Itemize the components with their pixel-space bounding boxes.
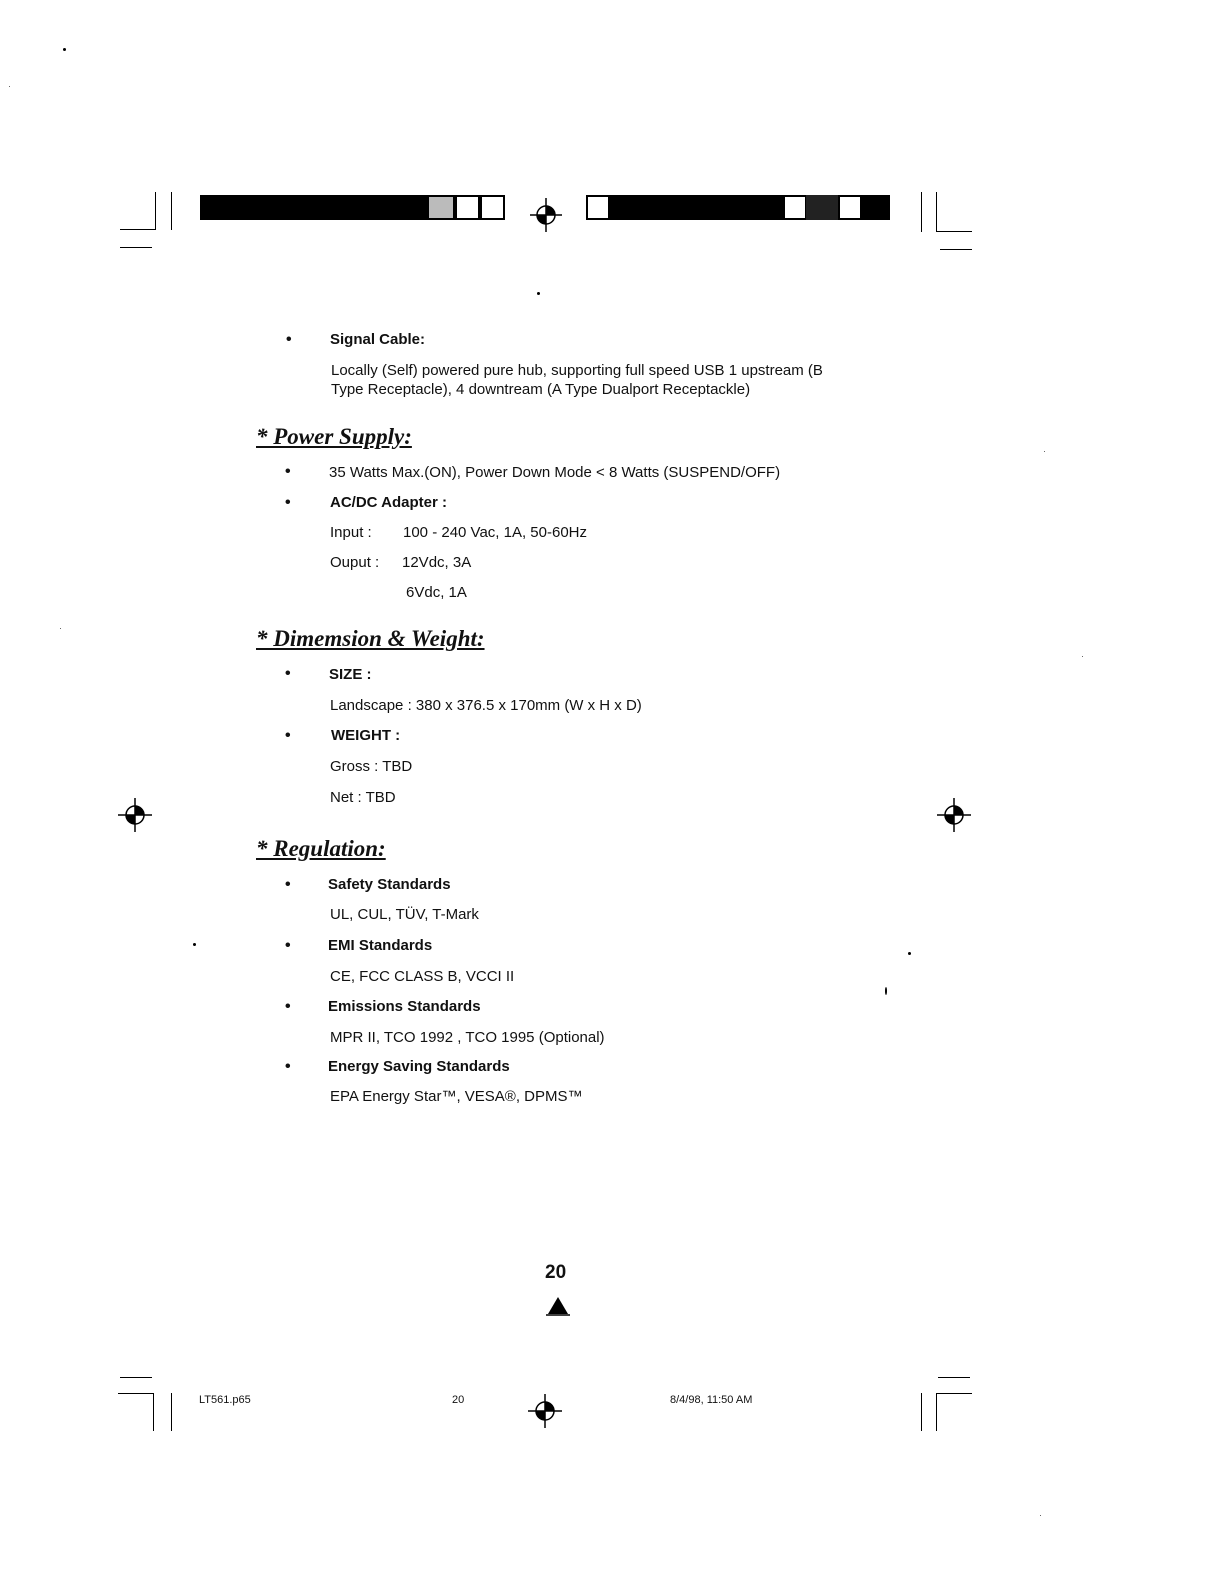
bullet: • — [285, 494, 291, 511]
output-value-6v: 6Vdc, 1A — [406, 584, 467, 601]
input-value: 100 - 240 Vac, 1A, 50-60Hz — [403, 524, 587, 541]
size-label: SIZE : — [329, 666, 372, 683]
energy-saving-standards-value: EPA Energy Star™, VESA®, DPMS™ — [330, 1088, 583, 1105]
bullet: • — [285, 463, 291, 480]
registration-mark-icon — [118, 798, 152, 832]
registration-mark-icon — [528, 1394, 562, 1428]
input-label: Input : — [330, 524, 372, 541]
page-number: 20 — [545, 1262, 567, 1283]
size-value: Landscape : 380 x 376.5 x 170mm (W x H x D) — [330, 697, 642, 714]
footer-filename: LT561.p65 — [199, 1394, 251, 1406]
triangle-up-icon — [546, 1296, 570, 1316]
footer-page: 20 — [452, 1394, 465, 1406]
signal-cable-desc-line2: Type Receptacle), 4 downtream (A Type Dualport Receptackle) — [331, 381, 751, 398]
bullet: • — [286, 331, 292, 348]
output-value-12v: 12Vdc, 3A — [402, 554, 472, 571]
bullet: • — [285, 937, 291, 954]
footer-datetime: 8/4/98, 11:50 AM — [670, 1394, 753, 1406]
signal-cable-label: Signal Cable: — [330, 331, 426, 348]
weight-label: WEIGHT : — [331, 727, 401, 744]
power-consumption-text: 35 Watts Max.(ON), Power Down Mode < 8 Watts (SUSPEND/OFF) — [329, 464, 781, 481]
adapter-label: AC/DC Adapter : — [330, 494, 447, 511]
registration-mark-icon — [530, 198, 562, 232]
net-weight: Net : TBD — [330, 789, 396, 806]
gross-weight: Gross : TBD — [330, 758, 413, 775]
emissions-standards-label: Emissions Standards — [328, 998, 481, 1015]
registration-mark-icon — [937, 798, 971, 832]
emi-standards-value: CE, FCC CLASS B, VCCI II — [330, 968, 515, 985]
emi-standards-label: EMI Standards — [328, 937, 433, 954]
safety-standards-value: UL, CUL, TÜV, T-Mark — [330, 906, 479, 923]
safety-standards-label: Safety Standards — [328, 876, 451, 893]
output-label: Ouput : — [330, 554, 380, 571]
bullet: • — [285, 1058, 291, 1075]
bullet: • — [285, 665, 291, 682]
signal-cable-desc-line1: Locally (Self) powered pure hub, supporting full speed USB 1 upstream (B — [331, 362, 823, 379]
power-supply-heading: * Power Supply: — [256, 424, 412, 449]
emissions-standards-value: MPR II, TCO 1992 , TCO 1995 (Optional) — [330, 1029, 605, 1046]
dimension-heading: * Dimemsion & Weight: — [256, 626, 485, 651]
bullet: • — [285, 998, 291, 1015]
energy-saving-standards-label: Energy Saving Standards — [328, 1058, 510, 1075]
regulation-heading: * Regulation: — [256, 836, 386, 861]
bullet: • — [285, 727, 291, 744]
bullet: • — [285, 876, 291, 893]
